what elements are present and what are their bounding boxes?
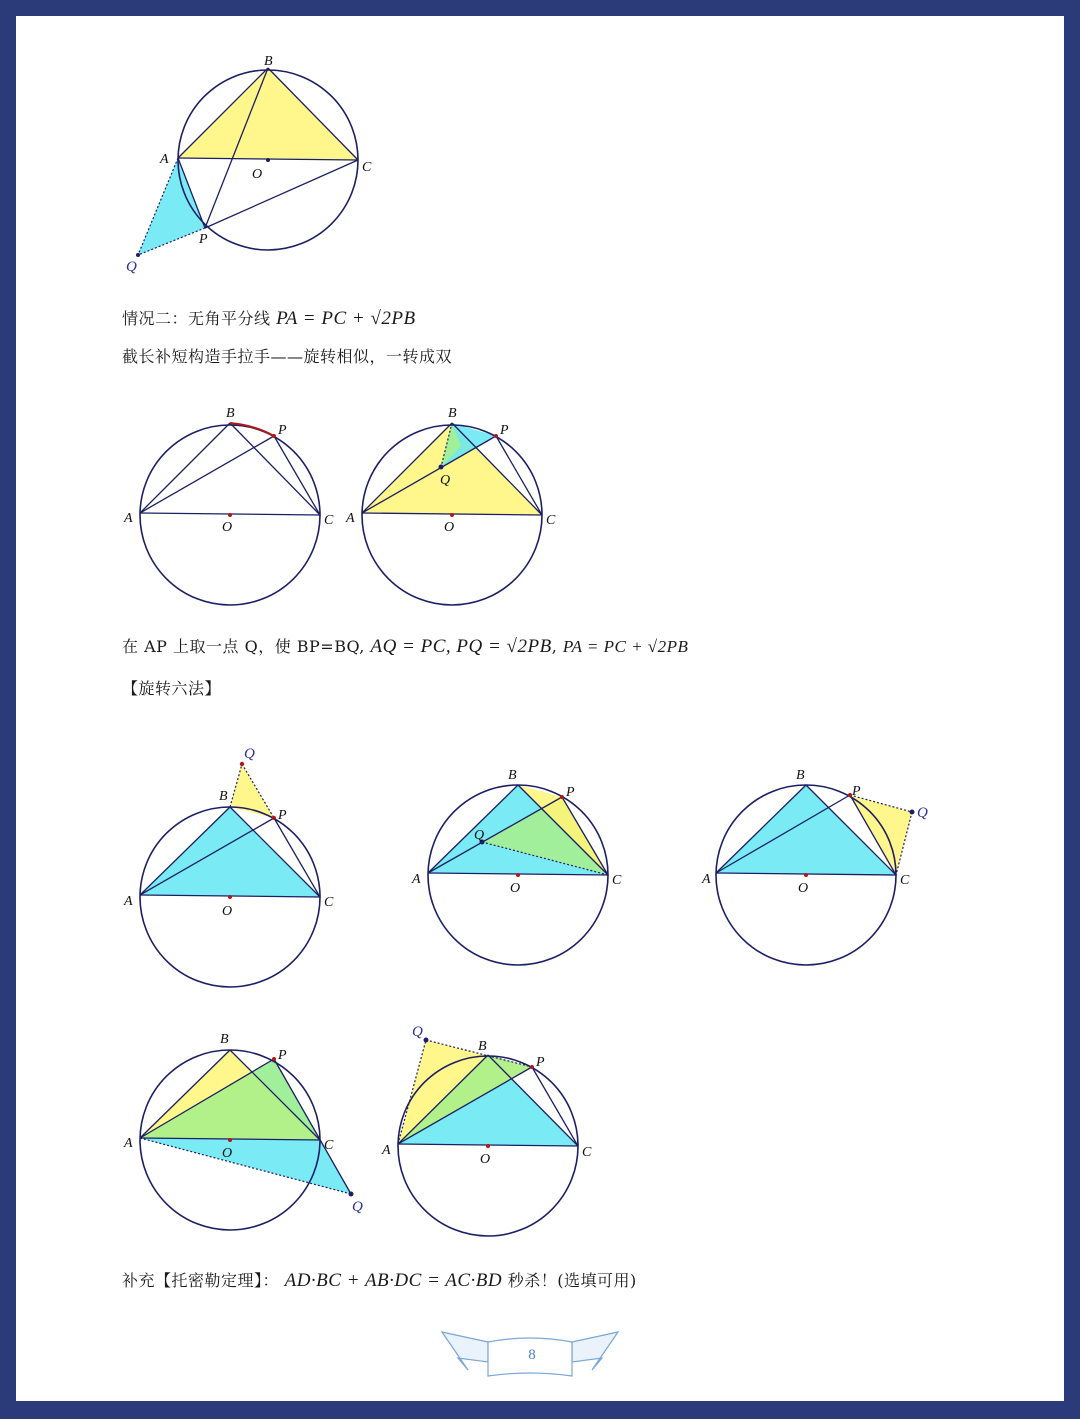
supplement-formula: AD·BC + AB·DC = AC·BD [284, 1270, 503, 1291]
label-q: Q [474, 828, 485, 843]
label-c: C [546, 513, 556, 528]
label-b: B [448, 406, 457, 421]
label-o: O [510, 881, 521, 896]
construction-text: 在 AP 上取一点 Q，使 BP=BQ, [122, 637, 365, 656]
label-q: Q [412, 1024, 423, 1040]
label-q: Q [244, 746, 255, 762]
label-a: A [124, 511, 133, 526]
label-b: B [226, 406, 235, 421]
label-p: P [536, 1055, 545, 1070]
label-o: O [444, 520, 455, 535]
label-b: B [478, 1039, 487, 1054]
label-p: P [199, 232, 208, 247]
supplement-suffix: 秒杀！(选填可用) [507, 1271, 637, 1290]
label-o: O [798, 881, 809, 896]
label-a: A [124, 1136, 133, 1151]
case-two-formula: PA = PC + √2PB [276, 308, 416, 329]
label-q: Q [440, 473, 451, 488]
label-o: O [222, 1146, 233, 1161]
label-o: O [222, 904, 233, 919]
label-q: Q [126, 259, 137, 275]
label-o: O [480, 1152, 491, 1167]
label-p: P [278, 1048, 287, 1063]
supplement-prefix: 补充【托密勒定理】： [122, 1271, 280, 1290]
label-p: P [278, 808, 287, 823]
label-o: O [222, 520, 233, 535]
label-q: Q [352, 1199, 363, 1215]
label-a: A [124, 894, 133, 909]
label-b: B [796, 768, 805, 783]
method-line: 截长补短构造手拉手——旋转相似，一转成双 [122, 347, 453, 366]
label-c: C [324, 895, 334, 910]
label-a: A [412, 872, 421, 887]
label-p: P [852, 784, 861, 799]
label-p: P [566, 785, 575, 800]
label-b: B [264, 54, 273, 69]
figure-rotation-5 [16, 16, 1064, 1401]
label-p: P [500, 423, 509, 438]
page-number: 8 [528, 1347, 536, 1363]
page [16, 16, 1064, 1401]
label-a: A [346, 511, 355, 526]
label-b: B [508, 768, 517, 783]
label-c: C [362, 160, 372, 175]
construction-formula-1: AQ = PC, PQ = √2PB [370, 636, 552, 657]
label-b: B [220, 1032, 229, 1047]
construction-line: 在 AP 上取一点 Q，使 BP=BQ, AQ = PC, PQ = √2PB, PA = PC + √2PB [122, 636, 689, 657]
construction-formula-2: PA = PC + √2PB [562, 637, 689, 656]
case-two-prefix: 情况二：无角平分线 [122, 309, 271, 328]
label-p: P [278, 423, 287, 438]
rotation-title: 【旋转六法】 [122, 679, 222, 698]
label-q: Q [917, 805, 928, 821]
supplement-line [122, 1268, 637, 1292]
label-c: C [900, 873, 910, 888]
label-c: C [612, 873, 622, 888]
label-c: C [582, 1145, 592, 1160]
label-c: C [324, 1138, 334, 1153]
label-a: A [702, 872, 711, 887]
label-a: A [382, 1143, 391, 1158]
label-o: O [252, 167, 263, 182]
label-a: A [160, 152, 169, 167]
label-b: B [219, 789, 228, 804]
label-c: C [324, 513, 334, 528]
